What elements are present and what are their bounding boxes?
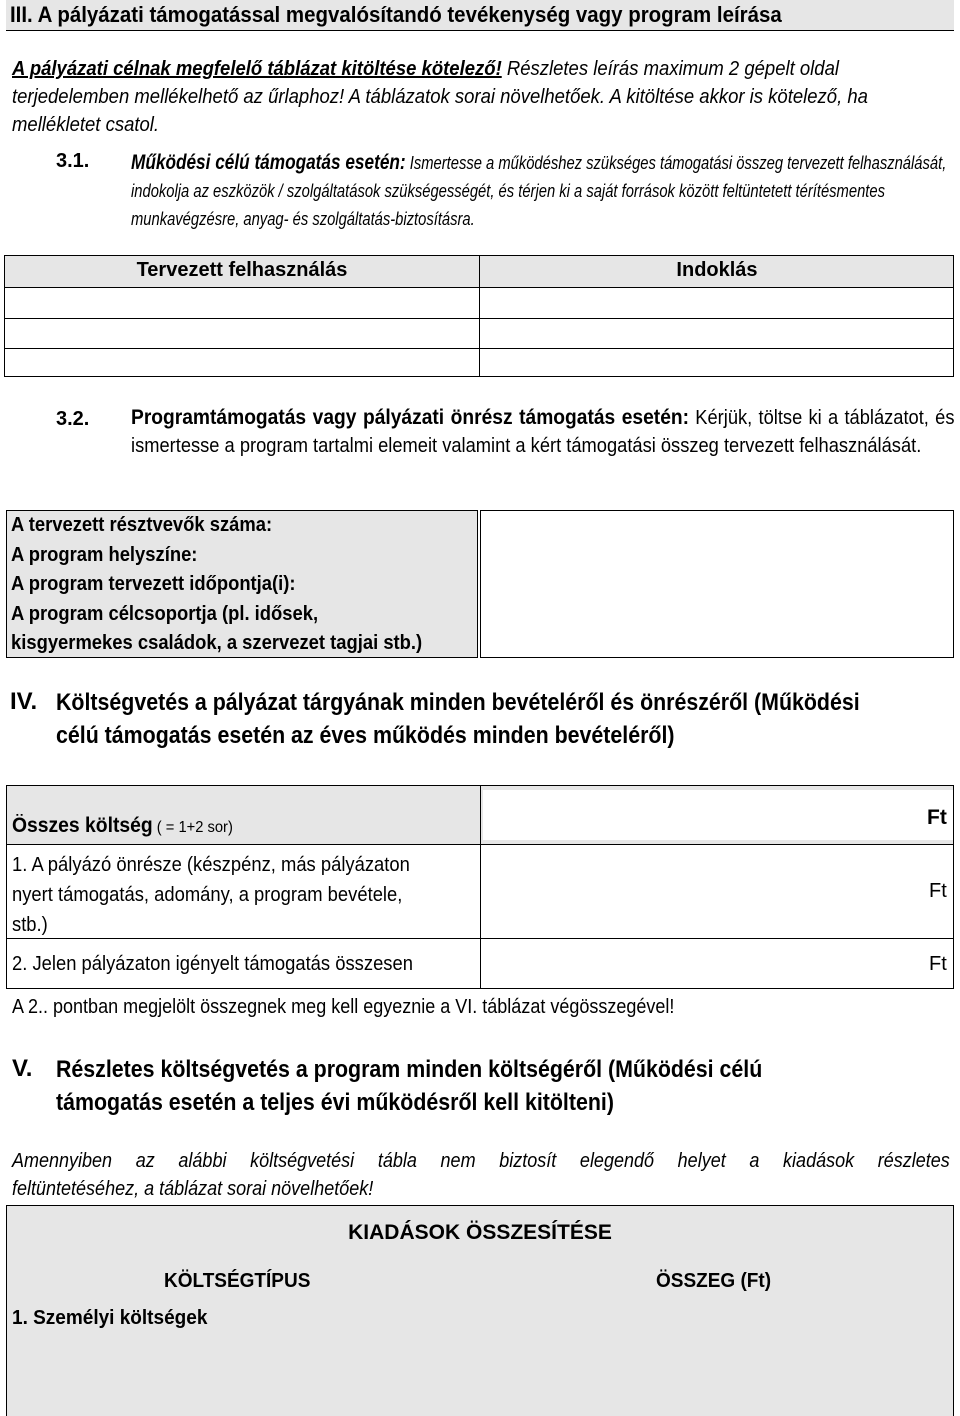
section-4-title: Költségvetés a pályázat tárgyának minden bevételéről és önrészéről (Működési célú támogatás esetén az éves működés minden bevételéről)	[56, 689, 860, 749]
program-table-row: A program helyszíne:	[11, 544, 198, 566]
program-table-row: A tervezett résztvevők száma:	[11, 514, 273, 536]
section-3-1-text: Ismertesse a működéshez szükséges támogatási összeg tervezett felhasználását, indokolja az eszközök / szolgáltatások szükségességét, és térjen ki a saját források között feltüntetett térítésmentes munkavégzésre, anyag- és szolgáltatás-biztosításra.	[131, 153, 947, 229]
section-3-note	[12, 55, 956, 139]
currency-total: Ft	[927, 806, 947, 829]
section-3-2-title: Programtámogatás vagy pályázati önrész támogatás esetén:	[131, 406, 690, 429]
section-3-1-number: 3.1.	[56, 150, 90, 172]
section-3-1-body	[131, 149, 951, 233]
own-contribution-input[interactable]	[484, 848, 922, 934]
section-5-title: Részletes költségvetés a program minden költségéről (Működési célú támogatás esetén a teljes évi működésről kell kitölteni)	[56, 1056, 763, 1116]
requested-support-input[interactable]	[484, 942, 922, 986]
col-amount: ÖSSZEG (Ft)	[656, 1270, 772, 1292]
note-text: Részletes leírás maximum 2 gépelt oldal terjedelemben mellékelhető az űrlaphoz! A táblázatok sorai növelhetőek. A kitöltése akkor is kötelező, ha mellékletet csatol.	[12, 58, 868, 136]
program-table-row: kisgyermekes családok, a szervezet tagjai stb.)	[11, 632, 423, 654]
col-planned-usage: Tervezett felhasználás	[136, 259, 348, 281]
col-cost-type: KÖLTSÉGTÍPUS	[164, 1270, 311, 1292]
currency-own: Ft	[929, 880, 947, 902]
usage-input-cell[interactable]	[6, 320, 478, 347]
mandatory-note: A pályázati célnak megfelelő táblázat kitöltése kötelező!	[12, 58, 502, 80]
section-3-2-number: 3.2.	[56, 408, 90, 430]
section-3-1-title: Működési célú támogatás esetén:	[131, 151, 406, 174]
expense-row-personal: 1. Személyi költségek	[12, 1307, 208, 1329]
section-3-2-text: Kérjük, töltse ki a táblázatot, és ismertesse a program tartalmi elemeit valamint a kért támogatási összeg tervezett felhasználását.	[131, 407, 955, 457]
usage-input-cell[interactable]	[6, 350, 478, 376]
section-3-heading: III. A pályázati támogatással megvalósítandó tevékenység vagy program leírása	[10, 2, 782, 27]
currency-requested: Ft	[929, 953, 947, 975]
section-3-2-body	[131, 404, 955, 460]
section-4-number: IV.	[10, 688, 38, 715]
program-table-value-cell[interactable]	[480, 510, 954, 658]
expense-table-title: KIADÁSOK ÖSSZESÍTÉSE	[348, 1221, 612, 1244]
justification-input-cell[interactable]	[481, 289, 953, 317]
col-justification: Indoklás	[676, 259, 758, 281]
justification-input-cell[interactable]	[481, 350, 953, 376]
program-table-row: A program tervezett időpontja(i):	[11, 573, 296, 595]
requested-support-label: 2. Jelen pályázaton igényelt támogatás összesen	[12, 953, 413, 975]
usage-input-cell[interactable]	[6, 289, 478, 317]
justification-input-cell[interactable]	[481, 320, 953, 347]
total-cost-input[interactable]	[484, 791, 922, 839]
section-5-note: Amennyiben az alábbi költségvetési tábla nem biztosít elegendő helyet a kiadások részletes feltüntetéséhez, a táblázat sorai növelhetőek!	[12, 1150, 950, 1200]
own-contribution-label: 1. A pályázó önrésze (készpénz, más pályázaton nyert támogatás, adomány, a program bevétele, stb.)	[12, 854, 410, 936]
section-5-number: V.	[12, 1055, 33, 1082]
total-cost-label: Összes költség ( = 1+2 sor)	[12, 814, 233, 837]
program-table-row: A program célcsoportja (pl. idősek,	[11, 603, 319, 625]
budget-note: A 2.. pontban megjelölt összegnek meg kell egyeznie a VI. táblázat végösszegével!	[12, 996, 675, 1018]
